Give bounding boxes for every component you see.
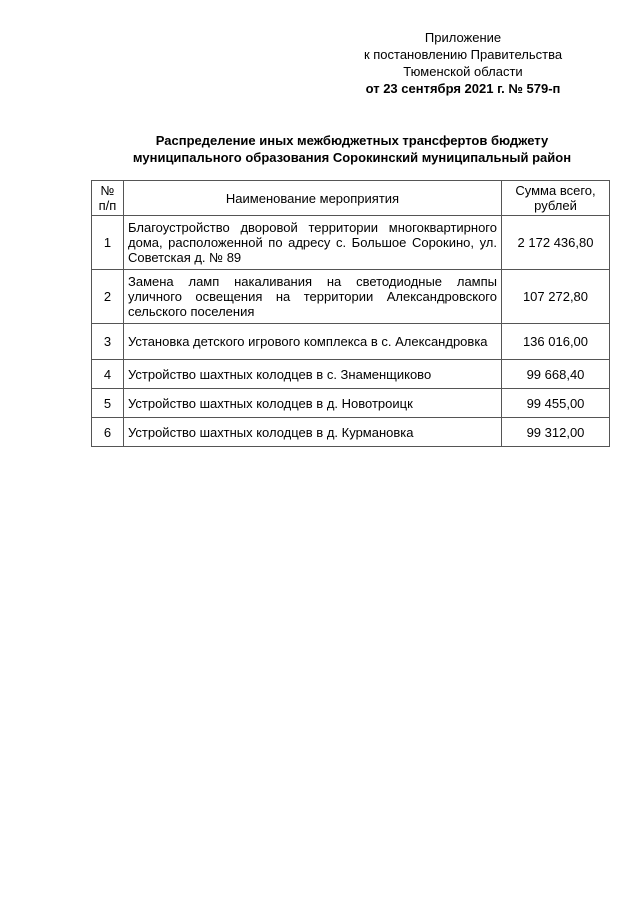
row-activity-name: Установка детского игрового комплекса в с. Александровка (124, 324, 502, 360)
appendix-resolution-ref: к постановлению Правительства (363, 47, 563, 62)
document-title (92, 132, 612, 166)
row-number: 1 (92, 216, 124, 270)
table-row (92, 418, 610, 447)
row-number: 6 (92, 418, 124, 447)
appendix-header (333, 29, 593, 97)
row-sum: 99 312,00 (502, 418, 610, 447)
row-number: 4 (92, 360, 124, 389)
row-activity-name: Замена ламп накаливания на светодиодные лампы уличного освещения на территории Александровского сельского поселения (124, 270, 502, 324)
row-number: 2 (92, 270, 124, 324)
row-number: 3 (92, 324, 124, 360)
row-number: 5 (92, 389, 124, 418)
header-total-sum: Сумма всего, рублей (502, 181, 610, 216)
row-sum: 99 668,40 (502, 360, 610, 389)
document-title-line-2: муниципального образования Сорокинский муниципальный район (132, 150, 572, 165)
row-sum: 2 172 436,80 (502, 216, 610, 270)
row-activity-name: Устройство шахтных колодцев в с. Знаменщиково (124, 360, 502, 389)
table-row (92, 360, 610, 389)
table-row (92, 270, 610, 324)
table-row (92, 389, 610, 418)
document-title-line-1: Распределение иных межбюджетных трансфертов бюджету (155, 133, 549, 148)
resolution-date: от 23 сентября 2021 г. № 579-п (365, 81, 561, 96)
row-activity-name: Устройство шахтных колодцев в д. Новотроицк (124, 389, 502, 418)
row-activity-name: Устройство шахтных колодцев в д. Курмановка (124, 418, 502, 447)
row-sum: 136 016,00 (502, 324, 610, 360)
appendix-label: Приложение (424, 30, 502, 45)
row-sum: 99 455,00 (502, 389, 610, 418)
row-sum: 107 272,80 (502, 270, 610, 324)
header-activity-name: Наименование мероприятия (124, 181, 502, 216)
appendix-region: Тюменской области (403, 64, 523, 79)
table-header-row (92, 181, 610, 216)
transfers-table (91, 180, 610, 447)
table-row (92, 324, 610, 360)
table-row (92, 216, 610, 270)
header-number: № п/п (92, 181, 124, 216)
row-activity-name: Благоустройство дворовой территории многоквартирного дома, расположенной по адресу с. Большое Сорокино, ул. Советская д. № 89 (124, 216, 502, 270)
